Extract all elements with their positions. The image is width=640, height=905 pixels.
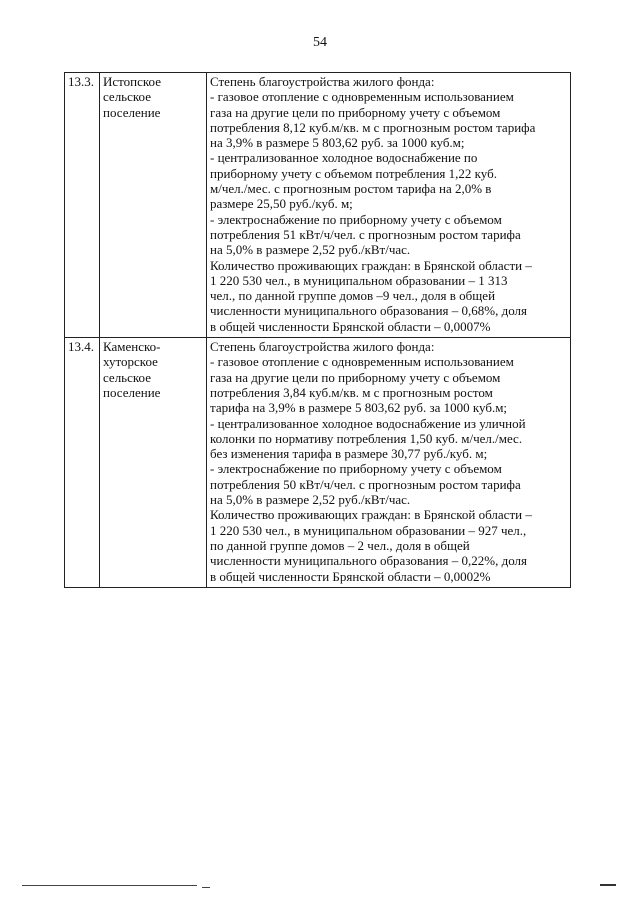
page-number: 54 — [313, 35, 327, 50]
description-line: Степень благоустройства жилого фонда: — [210, 339, 435, 355]
description-line: Количество проживающих граждан: в Брянской области – — [210, 257, 532, 273]
description-line: численности муниципального образования – 0,68%, доля — [210, 303, 528, 319]
description-line: потребления 51 кВт/ч/чел. с прогнозным ростом тарифа — [210, 226, 521, 242]
description-line: без изменения тарифа в размере 30,77 руб./куб. м; — [210, 446, 488, 462]
description-line: колонки по нормативу потребления 1,50 куб. м/чел./мес. — [210, 430, 523, 446]
description-line: приборному учету с объемом потребления 1,22 куб. — [210, 165, 497, 181]
description-line: потребления 8,12 куб.м/кв. м с прогнозным ростом тарифа — [210, 119, 536, 135]
footer-rule — [22, 885, 197, 886]
footer-dash — [202, 887, 210, 888]
description-line: - электроснабжение по приборному учету с объемом — [210, 461, 502, 477]
description-line: потребления 50 кВт/ч/чел. с прогнозным ростом тарифа — [210, 476, 521, 492]
table-row — [65, 73, 571, 338]
description-line: по данной группе домов – 2 чел., доля в общей — [210, 537, 470, 553]
row-number: 13.3. — [68, 74, 94, 89]
settlement-name-line: поселение — [103, 104, 161, 120]
description-line: на 5,0% в размере 2,52 руб./кВт/час. — [210, 242, 411, 258]
description-line: на 5,0% в размере 2,52 руб./кВт/час. — [210, 492, 411, 508]
description-line: тарифа на 3,9% в размере 5 803,62 руб. за 1000 куб.м; — [210, 400, 508, 416]
description-line: Количество проживающих граждан: в Брянской области – — [210, 507, 532, 523]
description-line: - газовое отопление с одновременным использованием — [210, 89, 514, 105]
description-line: - централизованное холодное водоснабжение по — [210, 150, 478, 166]
row-number: 13.4. — [68, 339, 94, 355]
description-cell — [207, 338, 571, 588]
description-line: в общей численности Брянской области – 0,0007% — [210, 318, 491, 334]
description-line: в общей численности Брянской области – 0,0002% — [210, 568, 491, 584]
row-number-cell — [65, 73, 100, 338]
description-line: численности муниципального образования – 0,22%, доля — [210, 553, 528, 569]
footer-dash-right — [600, 884, 616, 886]
settlement-name-line: поселение — [103, 384, 161, 400]
description-line: 1 220 530 чел., в муниципальном образовании – 927 чел., — [210, 522, 527, 538]
description-line: потребления 3,84 куб.м/кв. м с прогнозным ростом — [210, 384, 493, 400]
description-line: Степень благоустройства жилого фонда: — [210, 74, 435, 89]
settlement-name-line: сельское — [103, 369, 151, 385]
table-row — [65, 338, 571, 588]
description-line: 1 220 530 чел., в муниципальном образовании – 1 313 — [210, 272, 508, 288]
description-cell — [207, 73, 571, 338]
settlement-name-cell — [100, 338, 207, 588]
description-line: - электроснабжение по приборному учету с объемом — [210, 211, 502, 227]
tariff-table — [64, 72, 571, 588]
description-line: размере 25,50 руб./куб. м; — [210, 196, 353, 212]
description-line: м/чел./мес. с прогнозным ростом тарифа на 2,0% в — [210, 181, 492, 197]
description-line: газа на другие цели по приборному учету с объемом — [210, 104, 501, 120]
settlement-name-line: Истопское — [103, 74, 161, 89]
description-line: чел., по данной группе домов –9 чел., доля в общей — [210, 288, 496, 304]
description-line: на 3,9% в размере 5 803,62 руб. за 1000 куб.м; — [210, 135, 465, 151]
description-line: - газовое отопление с одновременным использованием — [210, 354, 514, 370]
settlement-name-line: Каменско- — [103, 339, 161, 355]
description-line: - централизованное холодное водоснабжение из уличной — [210, 415, 526, 431]
settlement-name-line: хуторское — [103, 354, 158, 370]
settlement-name-line: сельское — [103, 89, 151, 105]
description-line: газа на другие цели по приборному учету с объемом — [210, 369, 501, 385]
row-number-cell — [65, 338, 100, 588]
settlement-name-cell — [100, 73, 207, 338]
